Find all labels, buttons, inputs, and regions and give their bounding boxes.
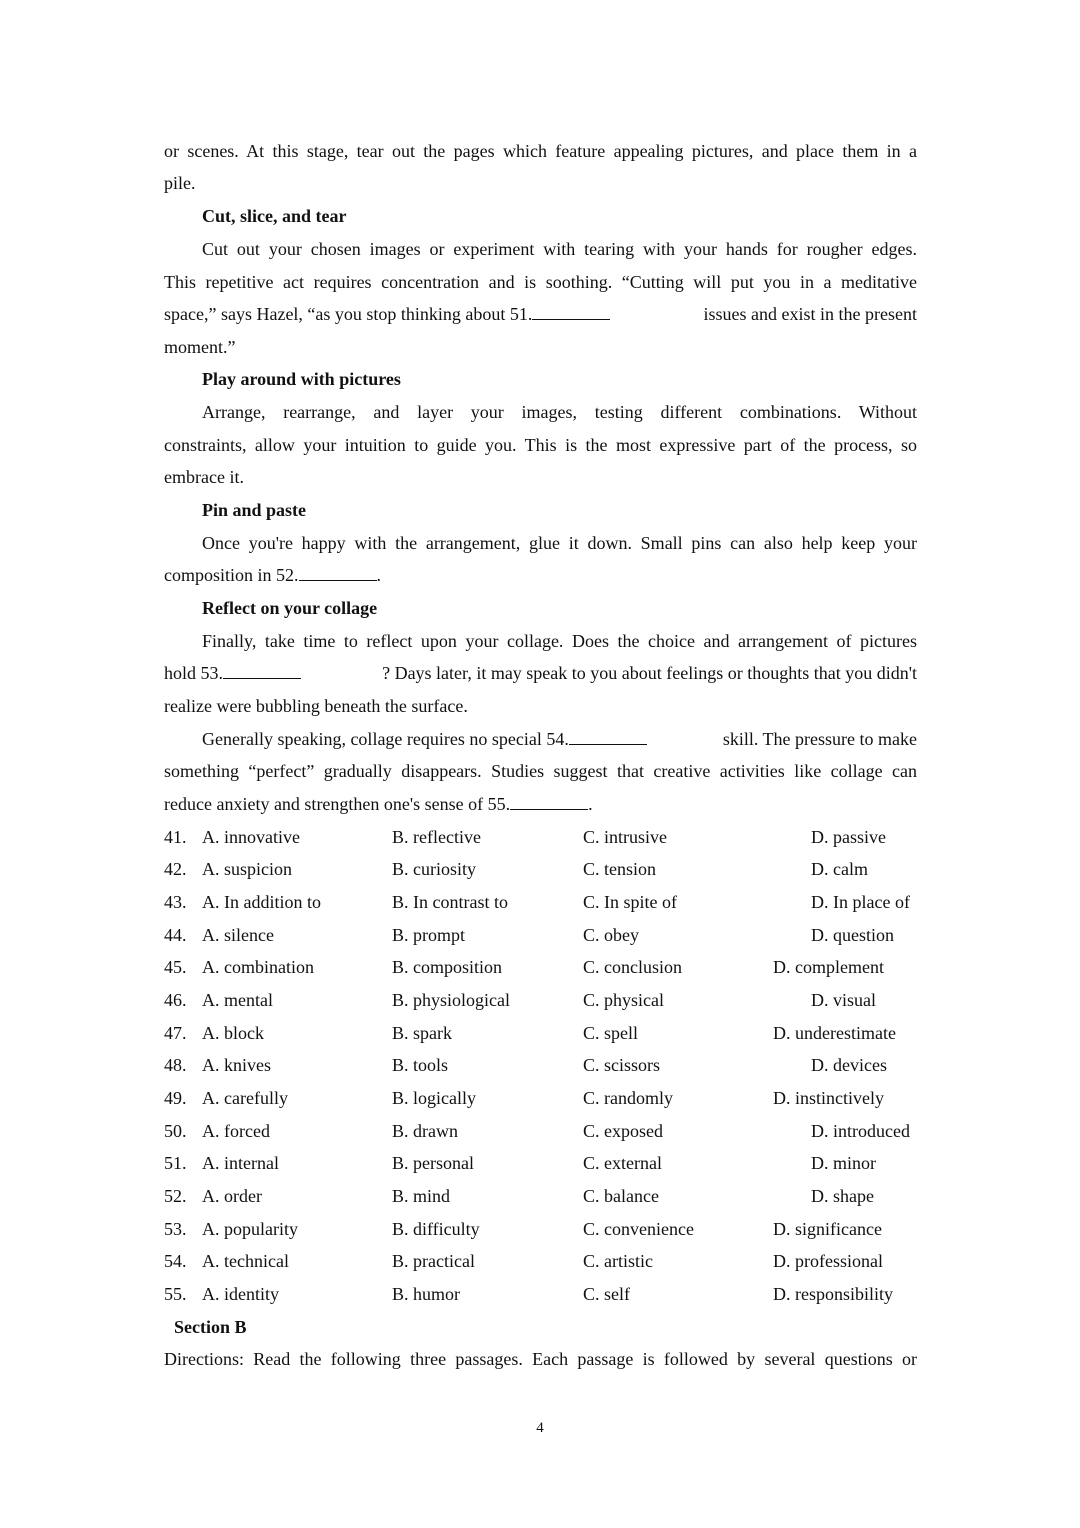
option-d: D. minor — [811, 1153, 876, 1173]
subheading-pin: Pin and paste — [202, 500, 307, 520]
text-fragment — [164, 303, 610, 325]
option-b: B. spark — [392, 1023, 452, 1043]
text-fragment: reduce anxiety and strengthen one's sense of 55. — [164, 794, 511, 814]
option-d: D. In place of — [811, 892, 910, 912]
question-47 — [164, 1022, 924, 1044]
question-number: 45. — [164, 957, 187, 977]
option-b: B. personal — [392, 1153, 474, 1173]
option-c: C. scissors — [583, 1055, 661, 1075]
blank-53 — [223, 663, 301, 679]
option-b: B. difficulty — [392, 1219, 480, 1239]
paragraph-line — [164, 564, 917, 586]
option-d: D. shape — [811, 1186, 874, 1206]
option-b: B. physiological — [392, 990, 510, 1010]
option-a: A. order — [202, 1186, 262, 1206]
blank-52 — [299, 565, 377, 581]
option-b: B. curiosity — [392, 859, 476, 879]
question-44 — [164, 924, 924, 946]
question-43 — [164, 891, 924, 913]
question-number: 49. — [164, 1088, 187, 1108]
text-fragment: hold 53. — [164, 663, 224, 683]
question-42 — [164, 858, 924, 880]
paragraph-line — [164, 303, 917, 325]
option-b: B. prompt — [392, 925, 466, 945]
option-d: D. responsibility — [773, 1284, 893, 1304]
option-a: A. combination — [202, 957, 314, 977]
option-d: D. passive — [811, 827, 886, 847]
paragraph-line: Finally, take time to reflect upon your collage. Does the choice and arrangement of pictures — [202, 631, 917, 651]
option-c: C. self — [583, 1284, 630, 1304]
option-c: C. convenience — [583, 1219, 694, 1239]
text-fragment: issues and exist in the present — [703, 304, 917, 324]
question-52 — [164, 1185, 924, 1207]
option-c: C. tension — [583, 859, 657, 879]
blank-55 — [510, 794, 588, 810]
blank-51 — [532, 304, 610, 320]
option-c: C. randomly — [583, 1088, 673, 1108]
option-c: C. external — [583, 1153, 662, 1173]
option-a: A. innovative — [202, 827, 300, 847]
question-number: 53. — [164, 1219, 187, 1239]
option-b: B. drawn — [392, 1121, 458, 1141]
option-d: D. instinctively — [773, 1088, 884, 1108]
option-b: B. practical — [392, 1251, 475, 1271]
question-45 — [164, 956, 924, 978]
option-c: C. physical — [583, 990, 664, 1010]
option-c: C. obey — [583, 925, 639, 945]
section-b-directions: Directions: Read the following three passages. Each passage is followed by several questions or — [164, 1349, 917, 1369]
subheading-reflect: Reflect on your collage — [202, 598, 378, 618]
option-d: D. significance — [773, 1219, 882, 1239]
option-b: B. mind — [392, 1186, 451, 1206]
option-d: D. question — [811, 925, 894, 945]
option-a: A. internal — [202, 1153, 279, 1173]
option-a: A. carefully — [202, 1088, 288, 1108]
paragraph-line — [164, 793, 917, 815]
option-b: B. In contrast to — [392, 892, 508, 912]
option-a: A. popularity — [202, 1219, 298, 1239]
text-fragment: . — [376, 565, 381, 585]
option-d: D. devices — [811, 1055, 887, 1075]
paragraph-line: constraints, allow your intuition to guide you. This is the most expressive part of the process, so — [164, 435, 917, 455]
question-48 — [164, 1054, 924, 1076]
subheading-cut: Cut, slice, and tear — [202, 206, 347, 226]
paragraph-line — [202, 728, 917, 750]
question-46 — [164, 989, 924, 1011]
text-fragment — [202, 728, 647, 750]
text-fragment: ? Days later, it may speak to you about feelings or thoughts that you didn't — [382, 663, 917, 683]
text-fragment: skill. The pressure to make — [722, 729, 917, 749]
option-a: A. In addition to — [202, 892, 321, 912]
paragraph-line — [164, 662, 917, 684]
question-number: 44. — [164, 925, 187, 945]
option-b: B. composition — [392, 957, 503, 977]
option-b: B. logically — [392, 1088, 476, 1108]
paragraph-line: something “perfect” gradually disappears. Studies suggest that creative activities like collage can — [164, 761, 917, 781]
text-fragment: . — [588, 794, 593, 814]
question-number: 47. — [164, 1023, 187, 1043]
question-51 — [164, 1152, 924, 1174]
question-54 — [164, 1250, 924, 1272]
option-a: A. silence — [202, 925, 274, 945]
paragraph-line: Once you're happy with the arrangement, glue it down. Small pins can also help keep your — [202, 533, 917, 553]
question-number: 55. — [164, 1284, 187, 1304]
paragraph-line: embrace it. — [164, 467, 244, 487]
paragraph-line: Arrange, rearrange, and layer your images, testing different combinations. Without — [202, 402, 917, 422]
question-41 — [164, 826, 924, 848]
question-number: 41. — [164, 827, 187, 847]
question-number: 54. — [164, 1251, 187, 1271]
text-fragment: space,” says Hazel, “as you stop thinking about 51. — [164, 304, 533, 324]
option-c: C. In spite of — [583, 892, 677, 912]
question-number: 52. — [164, 1186, 187, 1206]
question-number: 42. — [164, 859, 187, 879]
text-fragment — [164, 662, 301, 684]
option-d: D. visual — [811, 990, 876, 1010]
question-number: 51. — [164, 1153, 187, 1173]
option-d: D. calm — [811, 859, 868, 879]
question-49 — [164, 1087, 924, 1109]
question-number: 48. — [164, 1055, 187, 1075]
paragraph-line: moment.” — [164, 337, 236, 357]
option-a: A. suspicion — [202, 859, 292, 879]
option-c: C. conclusion — [583, 957, 682, 977]
option-c: C. exposed — [583, 1121, 663, 1141]
question-number: 43. — [164, 892, 187, 912]
option-b: B. humor — [392, 1284, 461, 1304]
option-d: D. underestimate — [773, 1023, 896, 1043]
question-53 — [164, 1218, 924, 1240]
option-b: B. reflective — [392, 827, 481, 847]
option-b: B. tools — [392, 1055, 449, 1075]
subheading-play: Play around with pictures — [202, 369, 401, 389]
text-fragment: composition in 52. — [164, 565, 299, 585]
question-number: 46. — [164, 990, 187, 1010]
option-a: A. identity — [202, 1284, 279, 1304]
option-a: A. block — [202, 1023, 264, 1043]
question-50 — [164, 1120, 924, 1142]
option-d: D. complement — [773, 957, 884, 977]
option-a: A. technical — [202, 1251, 289, 1271]
option-a: A. knives — [202, 1055, 271, 1075]
paragraph-line: realize were bubbling beneath the surface. — [164, 696, 468, 716]
option-c: C. balance — [583, 1186, 659, 1206]
option-a: A. mental — [202, 990, 273, 1010]
paragraph-line: pile. — [164, 173, 196, 193]
option-d: D. professional — [773, 1251, 883, 1271]
paragraph-line: or scenes. At this stage, tear out the pages which feature appealing pictures, and place them in a — [164, 141, 917, 161]
paragraph-line: This repetitive act requires concentration and is soothing. “Cutting will put you in a meditative — [164, 272, 917, 292]
option-c: C. spell — [583, 1023, 639, 1043]
option-a: A. forced — [202, 1121, 270, 1141]
paragraph-line: Cut out your chosen images or experiment with tearing with your hands for rougher edges. — [202, 239, 917, 259]
question-55 — [164, 1283, 924, 1305]
option-c: C. intrusive — [583, 827, 667, 847]
text-fragment: Generally speaking, collage requires no special 54. — [202, 729, 569, 749]
page-number: 4 — [536, 1420, 544, 1436]
section-b-title: Section B — [174, 1317, 247, 1337]
blank-54 — [569, 729, 647, 745]
option-d: D. introduced — [811, 1121, 910, 1141]
option-c: C. artistic — [583, 1251, 653, 1271]
question-number: 50. — [164, 1121, 187, 1141]
